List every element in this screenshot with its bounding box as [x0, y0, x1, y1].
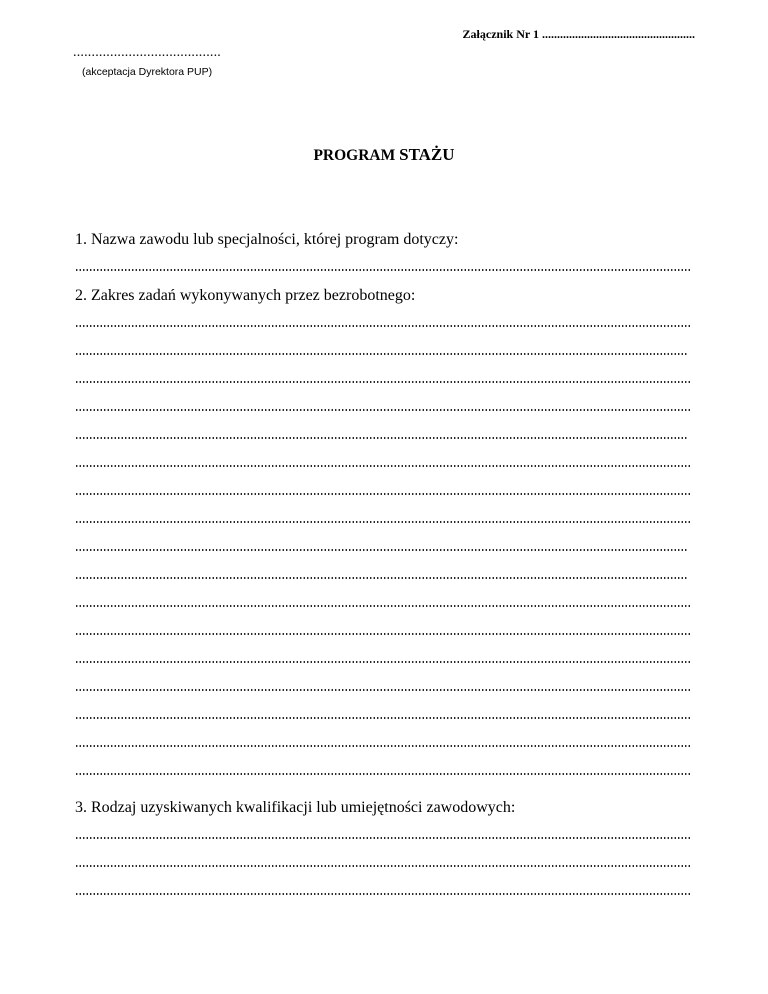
fill-line	[75, 714, 692, 722]
signature-line: ........................................	[73, 45, 221, 60]
fill-line	[75, 434, 688, 442]
fill-line	[75, 574, 688, 582]
fill-line	[75, 546, 688, 554]
fill-line	[75, 462, 692, 470]
fill-line	[75, 518, 692, 526]
page-title	[0, 145, 768, 165]
title-part-1: PROGRAM	[313, 147, 400, 164]
section-3-label: 3. Rodzaj uzyskiwanych kwalifikacji lub umiejętności zawodowych:	[75, 799, 516, 816]
fill-line	[75, 602, 692, 610]
fill-line	[75, 266, 692, 274]
fill-line	[75, 378, 692, 386]
fill-line	[75, 406, 692, 414]
fill-line	[75, 834, 692, 842]
fill-line	[75, 630, 692, 638]
annex-label: Załącznik Nr 1 ...................................................	[462, 27, 695, 41]
fill-line	[75, 490, 692, 498]
fill-line	[75, 350, 688, 358]
fill-line	[75, 890, 692, 898]
section-1-label: 1. Nazwa zawodu lub specjalności, której program dotyczy:	[75, 231, 459, 248]
signature-caption: (akceptacja Dyrektora PUP)	[82, 66, 213, 78]
fill-line	[75, 742, 692, 750]
fill-line	[75, 658, 692, 666]
fill-line	[75, 322, 692, 330]
fill-line	[75, 770, 692, 778]
section-2-label: 2. Zakres zadań wykonywanych przez bezrobotnego:	[75, 287, 416, 304]
fill-line	[75, 862, 692, 870]
title-part-2: STAŻU	[399, 145, 455, 164]
fill-line	[75, 686, 692, 694]
